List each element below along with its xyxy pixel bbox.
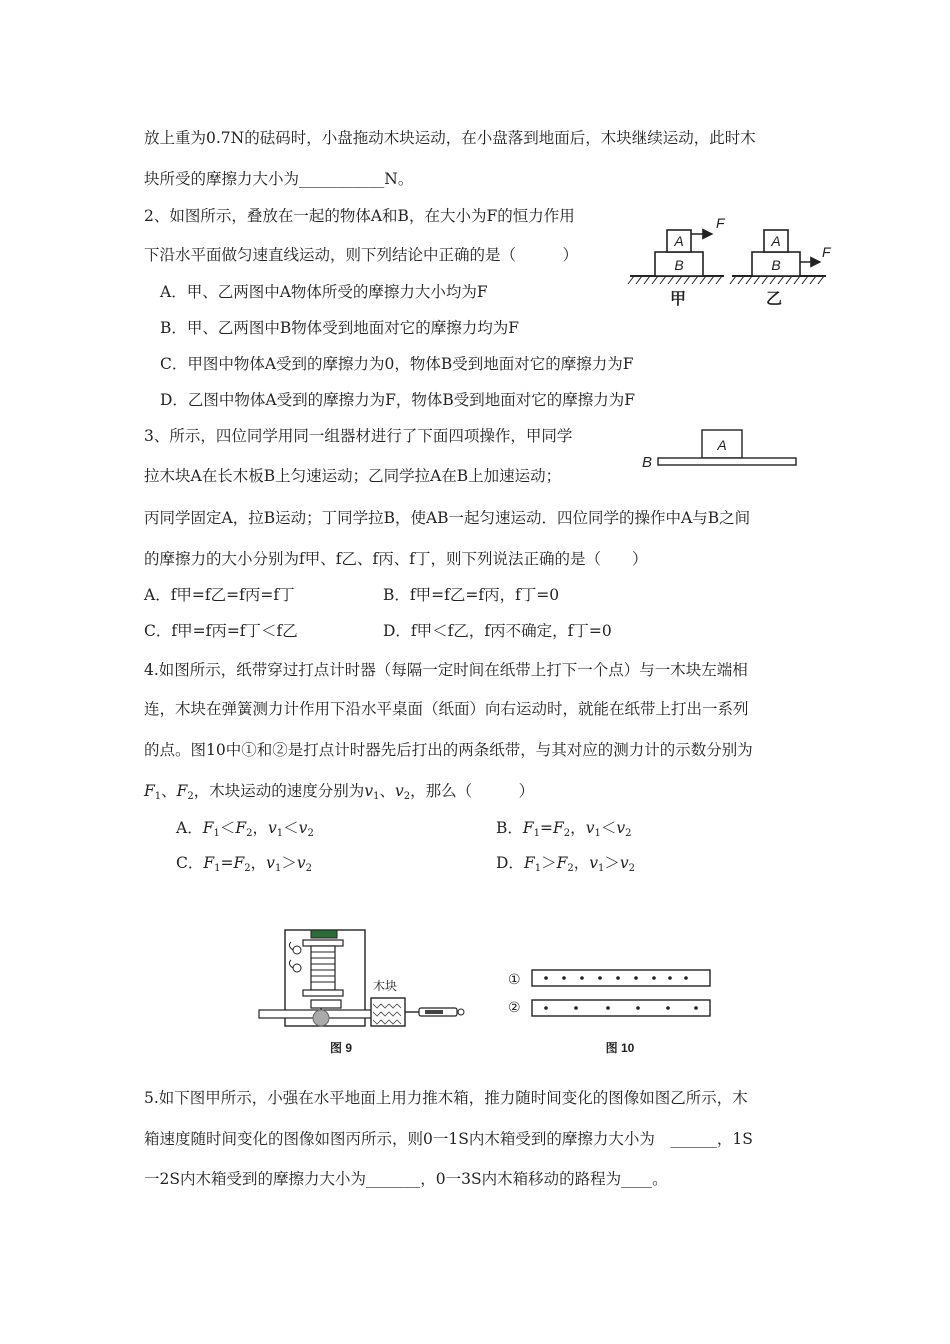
q3-board-b-label: B bbox=[642, 454, 653, 471]
q4-option-b: B．$F_1=F_2$，$v_1<v_2$ bbox=[496, 819, 632, 839]
fig10-tape2-label: ② bbox=[508, 999, 521, 1015]
yi-block-a-label: A bbox=[771, 233, 781, 249]
q3-line4: 的摩擦力的大小分别为f甲、f乙、f丙、f丁，则下列说法正确的是（ ） bbox=[144, 550, 648, 568]
q3-line1: 3、所示，四位同学用同一组器材进行了下面四项操作，甲同学 bbox=[144, 427, 573, 445]
q2-option-c: C．甲图中物体A受到的摩擦力为0，物体B受到地面对它的摩擦力为F bbox=[160, 355, 634, 373]
q3-block-a-label: A bbox=[717, 437, 727, 453]
q1-line2: 块所受的摩擦力大小为___________N。 bbox=[144, 170, 414, 188]
q4-option-c: C．$F_1=F_2$，$v_1>v_2$ bbox=[176, 854, 312, 874]
q5-line1: 5.如下图甲所示，小强在水平地面上用力推木箱，推力随时间变化的图像如图乙所示，木 bbox=[144, 1089, 748, 1107]
q3-line3: 丙同学固定A，拉B运动；丁同学拉B，使AB一起匀速运动．四位同学的操作中A与B之间 bbox=[144, 509, 751, 527]
q1-line1: 放上重为0.7N的砝码时，小盘拖动木块运动，在小盘落到地面后，木块继续运动，此时木 bbox=[144, 129, 756, 147]
fig9-wood-label: 木块 bbox=[373, 979, 398, 993]
figure-9 bbox=[255, 928, 470, 1058]
jia-block-b-label: B bbox=[674, 257, 684, 273]
q3-option-a: A．f甲=f乙=f丙=f丁 bbox=[144, 586, 295, 604]
q2-option-a: A．甲、乙两图中A物体所受的摩擦力大小均为F bbox=[160, 283, 488, 301]
q3-option-b: B．f甲=f乙=f丙，f丁=0 bbox=[383, 586, 560, 604]
q2-line1: 2、如图所示，叠放在一起的物体A和B，在大小为F的恒力作用 bbox=[144, 207, 575, 225]
q4-line2: 连，木块在弹簧测力计作用下沿水平桌面（纸面）向右运动时，就能在纸带上打出一系列 bbox=[144, 700, 749, 718]
q4-line4: $F_1$、$F_2$，木块运动的速度分别为$v_1$、$v_2$，那么（ ） bbox=[144, 782, 535, 802]
q3-line2: 拉木块A在长木板B上匀速运动；乙同学拉A在B上加速运动； bbox=[144, 467, 562, 485]
q4-line1: 4.如图所示，纸带穿过打点计时器（每隔一定时间在纸带上打下一个点）与一木块左端相 bbox=[144, 661, 748, 679]
q3-option-d: D．f甲＜f乙，f丙不确定，f丁=0 bbox=[383, 622, 612, 640]
q2-line2: 下沿水平面做匀速直线运动，则下列结论中正确的是（ ） bbox=[144, 246, 579, 264]
q5-line3: 一2S内木箱受到的摩擦力大小为_______，0一3S内木箱移动的路程为____。 bbox=[144, 1170, 668, 1188]
fig-yi bbox=[730, 230, 832, 308]
fig10-caption: 图 10 bbox=[605, 1041, 635, 1055]
yi-force-label: F bbox=[822, 244, 831, 260]
q5-line2: 箱速度随时间变化的图像如图丙所示，则0一1S内木箱受到的摩擦力大小为 ______，1S bbox=[144, 1130, 753, 1148]
jia-block-a-label: A bbox=[674, 233, 684, 249]
q4-line3: 的点。图10中①和②是打点计时器先后打出的两条纸带，与其对应的测力计的示数分别为 bbox=[144, 741, 753, 759]
jia-force-label: F bbox=[716, 215, 725, 231]
q4-option-d: D．$F_1>F_2$，$v_1>v_2$ bbox=[496, 854, 636, 874]
jia-label: 甲 bbox=[670, 291, 687, 308]
fig-jia bbox=[628, 215, 726, 308]
fig10-tape1-label: ① bbox=[508, 971, 521, 987]
q2-option-b: B．甲、乙两图中B物体受到地面对它的摩擦力均为F bbox=[160, 319, 520, 337]
q3-figure bbox=[640, 424, 800, 470]
q3-option-c: C．f甲=f丙=f丁＜f乙 bbox=[144, 622, 298, 640]
q4-option-a: A．$F_1<F_2$，$v_1<v_2$ bbox=[176, 819, 314, 839]
figure-10 bbox=[500, 964, 720, 1056]
q2-option-d: D．乙图中物体A受到的摩擦力为F，物体B受到地面对它的摩擦力为F bbox=[160, 391, 636, 409]
fig9-caption: 图 9 bbox=[329, 1041, 353, 1055]
yi-label: 乙 bbox=[766, 291, 783, 308]
yi-block-b-label: B bbox=[771, 257, 781, 273]
q2-figure bbox=[628, 214, 838, 308]
